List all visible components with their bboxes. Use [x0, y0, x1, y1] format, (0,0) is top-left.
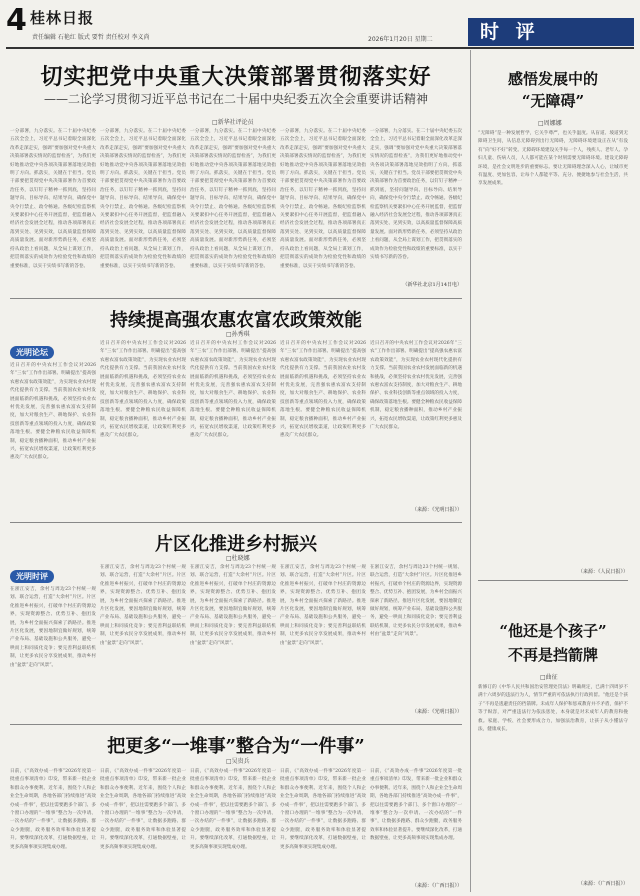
header-rule [6, 47, 634, 49]
article6-title-line1: “他还是个孩子” [499, 622, 607, 640]
article1-body-col5: 一分部署，九分落实。在二十届中央纪委五次全会上，习近平总书记着眼全面深化改革走深走实，强调“要加强对党中央重大决策部署落实情况的监督检查”，为我们更好地推动党中央各项决策部署落地见效指明了方向。抓落实，关键在于担当。党员干部要把贯彻党中央决策部署作为首要政治任务，以钉钉子精神一抓到底，坚持问题导向、目标导向、结果导向，确保党中央令行禁止、政令畅通。各级纪检监察机关要紧扣中心任务开展监督，把监督融入经济社会发展全过程，推动各项部署真正落到实处、见到实效，以高质量监督保障高质量发展。面对新形势新任务，必须坚持从政治上看问题，从全局上谋划工作，把贯彻落实的成效作为检验党性和政绩的重要标准，以实干实绩书写新的答卷。 [370, 129, 462, 261]
staff-line: 责任编辑 石艳红 版式 要哲 责任校对 李义尚 [32, 34, 150, 41]
article2-body-col3: 近日召开的中央农村工作会议对2026年“三农”工作作出部署。明确提出“提高强农惠农富农政策效能”，为实现农业农村现代化提供有力支撑。当前我国农业农村发展面临新的机遇和挑战，必须坚持农业农村优先发展，完善强农惠农富农支持制度，加大对粮食生产、耕地保护、农业科技创新等重点领域的投入力度，确保政策落地生根。要健全种粮农民收益保障机制，稳定粮食播种面积，推动乡村产业振兴，拓宽农民增收渠道，让政策红利更多惠及广大农民群众。 [190, 341, 276, 439]
separator [10, 724, 462, 725]
article1-body-col1: 一分部署，九分落实。在二十届中央纪委五次全会上，习近平总书记着眼全面深化改革走深走实，强调“要加强对党中央重大决策部署落实情况的监督检查”，为我们更好地推动党中央各项决策部署落地见效指明了方向。抓落实，关键在于担当。党员干部要把贯彻党中央决策部署作为首要政治任务，以钉钉子精神一抓到底，坚持问题导向、目标导向、结果导向，确保党中央令行禁止、政令畅通。各级纪检监察机关要紧扣中心任务开展监督，把监督融入经济社会发展全过程，推动各项部署真正落到实处、见到实效，以高质量监督保障高质量发展。面对新形势新任务，必须坚持从政治上看问题，从全局上谋划工作，把贯彻落实的成效作为检验党性和政绩的重要标准，以实干实绩书写新的答卷。 [10, 129, 96, 269]
issue-date: 2026年1月20日 星期二 [368, 36, 433, 43]
article1-subtitle: ——二论学习贯彻习近平总书记在二十届中央纪委五次全会重要讲话精神 [43, 92, 428, 106]
article4-body-col5: 日前，《“高效办成一件事”2026年度第一批重点事项清单》印发，带来新一批企业和群众办事便利。近年来，围绕个人和企业全生命周期，各地各部门持续推进“高效办成一件事”，把以往需要跑多个部门、多个窗口办理的“一堆事”整合为一次申请、一次办结的“一件事”，让数据多跑路、群众少跑腿，政务服务效率和体验显著提升。要继续深化改革，打通数据壁垒，让更多高频事项实现集成办理。 [370, 769, 462, 842]
article5-title-line1: 感悟发展中的 [507, 70, 598, 88]
article1-body-col2: 一分部署，九分落实。在二十届中央纪委五次全会上，习近平总书记着眼全面深化改革走深走实，强调“要加强对党中央重大决策部署落实情况的监督检查”，为我们更好地推动党中央各项决策部署落地见效指明了方向。抓落实，关键在于担当。党员干部要把贯彻党中央决策部署作为首要政治任务，以钉钉子精神一抓到底，坚持问题导向、目标导向、结果导向，确保党中央令行禁止、政令畅通。各级纪检监察机关要紧扣中心任务开展监督，把监督融入经济社会发展全过程，推动各项部署真正落到实处、见到实效，以高质量监督保障高质量发展。面对新形势新任务，必须坚持从政治上看问题，从全局上谋划工作，把贯彻落实的成效作为检验党性和政绩的重要标准，以实干实绩书写新的答卷。 [100, 129, 186, 269]
paper-name-logo: 桂林日报 [30, 9, 95, 27]
article2-body-col1: 近日召开的中央农村工作会议对2026年“三农”工作作出部署。明确提出“提高强农惠农富农政策效能”，为实现农业农村现代化提供有力支撑。当前我国农业农村发展面临新的机遇和挑战，必须坚持农业农村优先发展，完善强农惠农富农支持制度，加大对粮食生产、耕地保护、农业科技创新等重点领域的投入力度，确保政策落地生根。要健全种粮农民收益保障机制，稳定粮食播种面积，推动乡村产业振兴，拓宽农民增收渠道，让政策红利更多惠及广大农民群众。 [10, 363, 96, 461]
article3-body-col4: 在浙江安吉，余村与周边23个村统一规划、联合运营，打造“大余村”片区。片区化推进乡村振兴，打破单个村庄的资源边界，实现资源整合、优势互补、抱团发展，为乡村全面振兴探索了新路径。推进片区化发展，要因地制宜做好规划，统筹产业布局、基础设施和公共服务，避免一哄而上和同质化竞争；要完善利益联结机制，让更多农民分享发展成果，推动乡村由“盆景”走向“风景”。 [280, 565, 366, 646]
article4-byline: □吴贵兵 [226, 758, 250, 765]
article2-body-col2: 近日召开的中央农村工作会议对2026年“三农”工作作出部署。明确提出“提高强农惠农富农政策效能”，为实现农业农村现代化提供有力支撑。当前我国农业农村发展面临新的机遇和挑战，必须坚持农业农村优先发展，完善强农惠农富农支持制度，加大对粮食生产、耕地保护、农业科技创新等重点领域的投入力度，确保政策落地生根。要健全种粮农民收益保障机制，稳定粮食播种面积，推动乡村产业振兴，拓宽农民增收渠道，让政策红利更多惠及广大农民群众。 [100, 341, 186, 439]
article3-tag: 光明时评 [10, 570, 54, 583]
section-label: 时 评 [480, 21, 540, 43]
article5-byline: □周娜娜 [538, 120, 562, 127]
article4-title: 把更多“一堆事”整合为“一件事” [107, 736, 365, 757]
article3-title: 片区化推进乡村振兴 [155, 534, 317, 555]
article3-body-col5: 在浙江安吉，余村与周边23个村统一规划、联合运营，打造“大余村”片区。片区化推进乡村振兴，打破单个村庄的资源边界，实现资源整合、优势互补、抱团发展，为乡村全面振兴探索了新路径。推进片区化发展，要因地制宜做好规划，统筹产业布局、基础设施和公共服务，避免一哄而上和同质化竞争；要完善利益联结机制，让更多农民分享发展成果，推动乡村由“盆景”走向“风景”。 [370, 565, 462, 638]
separator [10, 522, 462, 523]
separator [478, 580, 628, 581]
article2-title: 持续提高强农惠农富农政策效能 [110, 310, 362, 331]
page-number: 4 [6, 3, 27, 38]
article1-byline: □新华社评论员 [212, 119, 254, 126]
article4-credit: （来源：《广西日报》） [411, 883, 462, 889]
article6-credit: （来源：《广西日报》） [577, 881, 628, 887]
article5-body: “无障碍”是一种发展哲学，它关乎尊严，也关乎温度。从盲道、坡道到无障碍卫生间，从信息无障碍到出行无障碍，无障碍环境建设正在从“有没有”向“好不好”转变。无障碍环境建设关乎每一个人，残疾人、老年人、孕妇儿童、伤病人员，人人都可能在某个时刻需要无障碍环境。建设无障碍环境，是社会文明进步的重要标志。要让无障碍理念深入人心，让城市更有温度、更加包容，让每个人都能平等、充分、便捷地参与社会生活，共享发展成果。 [478, 131, 628, 187]
article2-credit: （来源：《光明日报》） [411, 507, 462, 513]
article2-tag: 光明论坛 [10, 346, 54, 359]
article5-credit: （来源：《人民日报》） [577, 569, 628, 575]
article6-title-line2: 不再是挡箭牌 [507, 646, 598, 664]
article6-byline: □曲征 [540, 674, 558, 681]
article2-body-col4: 近日召开的中央农村工作会议对2026年“三农”工作作出部署。明确提出“提高强农惠农富农政策效能”，为实现农业农村现代化提供有力支撑。当前我国农业农村发展面临新的机遇和挑战，必须坚持农业农村优先发展，完善强农惠农富农支持制度，加大对粮食生产、耕地保护、农业科技创新等重点领域的投入力度，确保政策落地生根。要健全种粮农民收益保障机制，稳定粮食播种面积，推动乡村产业振兴，拓宽农民增收渠道，让政策红利更多惠及广大农民群众。 [280, 341, 366, 439]
column-divider [470, 50, 471, 892]
article4-body-col3: 日前，《“高效办成一件事”2026年度第一批重点事项清单》印发，带来新一批企业和群众办事便利。近年来，围绕个人和企业全生命周期，各地各部门持续推进“高效办成一件事”，把以往需要跑多个部门、多个窗口办理的“一堆事”整合为一次申请、一次办结的“一件事”，让数据多跑路、群众少跑腿，政务服务效率和体验显著提升。要继续深化改革，打通数据壁垒，让更多高频事项实现集成办理。 [190, 769, 276, 850]
article1-title: 切实把党中央重大决策部署贯彻落实好 [40, 64, 432, 90]
article3-body-col1: 在浙江安吉，余村与周边23个村统一规划、联合运营，打造“大余村”片区。片区化推进乡村振兴，打破单个村庄的资源边界，实现资源整合、优势互补、抱团发展，为乡村全面振兴探索了新路径。推进片区化发展，要因地制宜做好规划，统筹产业布局、基础设施和公共服务，避免一哄而上和同质化竞争；要完善利益联结机制，让更多农民分享发展成果，推动乡村由“盆景”走向“风景”。 [10, 587, 96, 668]
article5-title-line2: “无障碍” [521, 92, 585, 110]
article1-body-col4: 一分部署，九分落实。在二十届中央纪委五次全会上，习近平总书记着眼全面深化改革走深走实，强调“要加强对党中央重大决策部署落实情况的监督检查”，为我们更好地推动党中央各项决策部署落地见效指明了方向。抓落实，关键在于担当。党员干部要把贯彻党中央决策部署作为首要政治任务，以钉钉子精神一抓到底，坚持问题导向、目标导向、结果导向，确保党中央令行禁止、政令畅通。各级纪检监察机关要紧扣中心任务开展监督，把监督融入经济社会发展全过程，推动各项部署真正落到实处、见到实效，以高质量监督保障高质量发展。面对新形势新任务，必须坚持从政治上看问题，从全局上谋划工作，把贯彻落实的成效作为检验党性和政绩的重要标准，以实干实绩书写新的答卷。 [280, 129, 366, 269]
article2-body-col5: 近日召开的中央农村工作会议对2026年“三农”工作作出部署。明确提出“提高强农惠农富农政策效能”，为实现农业农村现代化提供有力支撑。当前我国农业农村发展面临新的机遇和挑战，必须坚持农业农村优先发展，完善强农惠农富农支持制度，加大对粮食生产、耕地保护、农业科技创新等重点领域的投入力度，确保政策落地生根。要健全种粮农民收益保障机制，稳定粮食播种面积，推动乡村产业振兴，拓宽农民增收渠道，让政策红利更多惠及广大农民群众。 [370, 341, 462, 431]
article1-body-col3: 一分部署，九分落实。在二十届中央纪委五次全会上，习近平总书记着眼全面深化改革走深走实，强调“要加强对党中央重大决策部署落实情况的监督检查”，为我们更好地推动党中央各项决策部署落地见效指明了方向。抓落实，关键在于担当。党员干部要把贯彻党中央决策部署作为首要政治任务，以钉钉子精神一抓到底，坚持问题导向、目标导向、结果导向，确保党中央令行禁止、政令畅通。各级纪检监察机关要紧扣中心任务开展监督，把监督融入经济社会发展全过程，推动各项部署真正落到实处、见到实效，以高质量监督保障高质量发展。面对新形势新任务，必须坚持从政治上看问题，从全局上谋划工作，把贯彻落实的成效作为检验党性和政绩的重要标准，以实干实绩书写新的答卷。 [190, 129, 276, 269]
article4-body-col4: 日前，《“高效办成一件事”2026年度第一批重点事项清单》印发，带来新一批企业和群众办事便利。近年来，围绕个人和企业全生命周期，各地各部门持续推进“高效办成一件事”，把以往需要跑多个部门、多个窗口办理的“一堆事”整合为一次申请、一次办结的“一件事”，让数据多跑路、群众少跑腿，政务服务效率和体验显著提升。要继续深化改革，打通数据壁垒，让更多高频事项实现集成办理。 [280, 769, 366, 850]
article2-byline: □孙秀琪 [226, 331, 250, 338]
article1-credit: （新华社北京1月14日电） [402, 282, 462, 288]
article3-byline: □杜晓娜 [226, 555, 250, 562]
article4-body-col1: 日前，《“高效办成一件事”2026年度第一批重点事项清单》印发，带来新一批企业和群众办事便利。近年来，围绕个人和企业全生命周期，各地各部门持续推进“高效办成一件事”，把以往需要跑多个部门、多个窗口办理的“一堆事”整合为一次申请、一次办结的“一件事”，让数据多跑路、群众少跑腿，政务服务效率和体验显著提升。要继续深化改革，打通数据壁垒，让更多高频事项实现集成办理。 [10, 769, 96, 850]
article3-body-col2: 在浙江安吉，余村与周边23个村统一规划、联合运营，打造“大余村”片区。片区化推进乡村振兴，打破单个村庄的资源边界，实现资源整合、优势互补、抱团发展，为乡村全面振兴探索了新路径。推进片区化发展，要因地制宜做好规划，统筹产业布局、基础设施和公共服务，避免一哄而上和同质化竞争；要完善利益联结机制，让更多农民分享发展成果，推动乡村由“盆景”走向“风景”。 [100, 565, 186, 646]
article3-body-col3: 在浙江安吉，余村与周边23个村统一规划、联合运营，打造“大余村”片区。片区化推进乡村振兴，打破单个村庄的资源边界，实现资源整合、优势互补、抱团发展，为乡村全面振兴探索了新路径。推进片区化发展，要因地制宜做好规划，统筹产业布局、基础设施和公共服务，避免一哄而上和同质化竞争；要完善利益联结机制，让更多农民分享发展成果，推动乡村由“盆景”走向“风景”。 [190, 565, 276, 646]
article4-body-col2: 日前，《“高效办成一件事”2026年度第一批重点事项清单》印发，带来新一批企业和群众办事便利。近年来，围绕个人和企业全生命周期，各地各部门持续推进“高效办成一件事”，把以往需要跑多个部门、多个窗口办理的“一堆事”整合为一次申请、一次办结的“一件事”，让数据多跑路、群众少跑腿，政务服务效率和体验显著提升。要继续深化改革，打通数据壁垒，让更多高频事项实现集成办理。 [100, 769, 186, 850]
article6-body: 新修订的《中华人民共和国治安管理处罚法》明确规定，已满十四周岁不满十六周岁的违法行为人，情节严重的可依法执行行政拘留。“他还是个孩子”不再是逃避责任的挡箭牌。未成年人保护和惩戒教育并不矛盾，保护不等于纵容，对严重违法行为依法惩处，本身就是对未成年人的教育和挽救。家庭、学校、社会要形成合力，加强法治教育，让孩子从小懂法守法，健康成长。 [478, 685, 628, 733]
article3-credit: （来源：《光明日报》） [411, 709, 462, 715]
separator [10, 298, 462, 299]
masthead [6, 4, 634, 46]
